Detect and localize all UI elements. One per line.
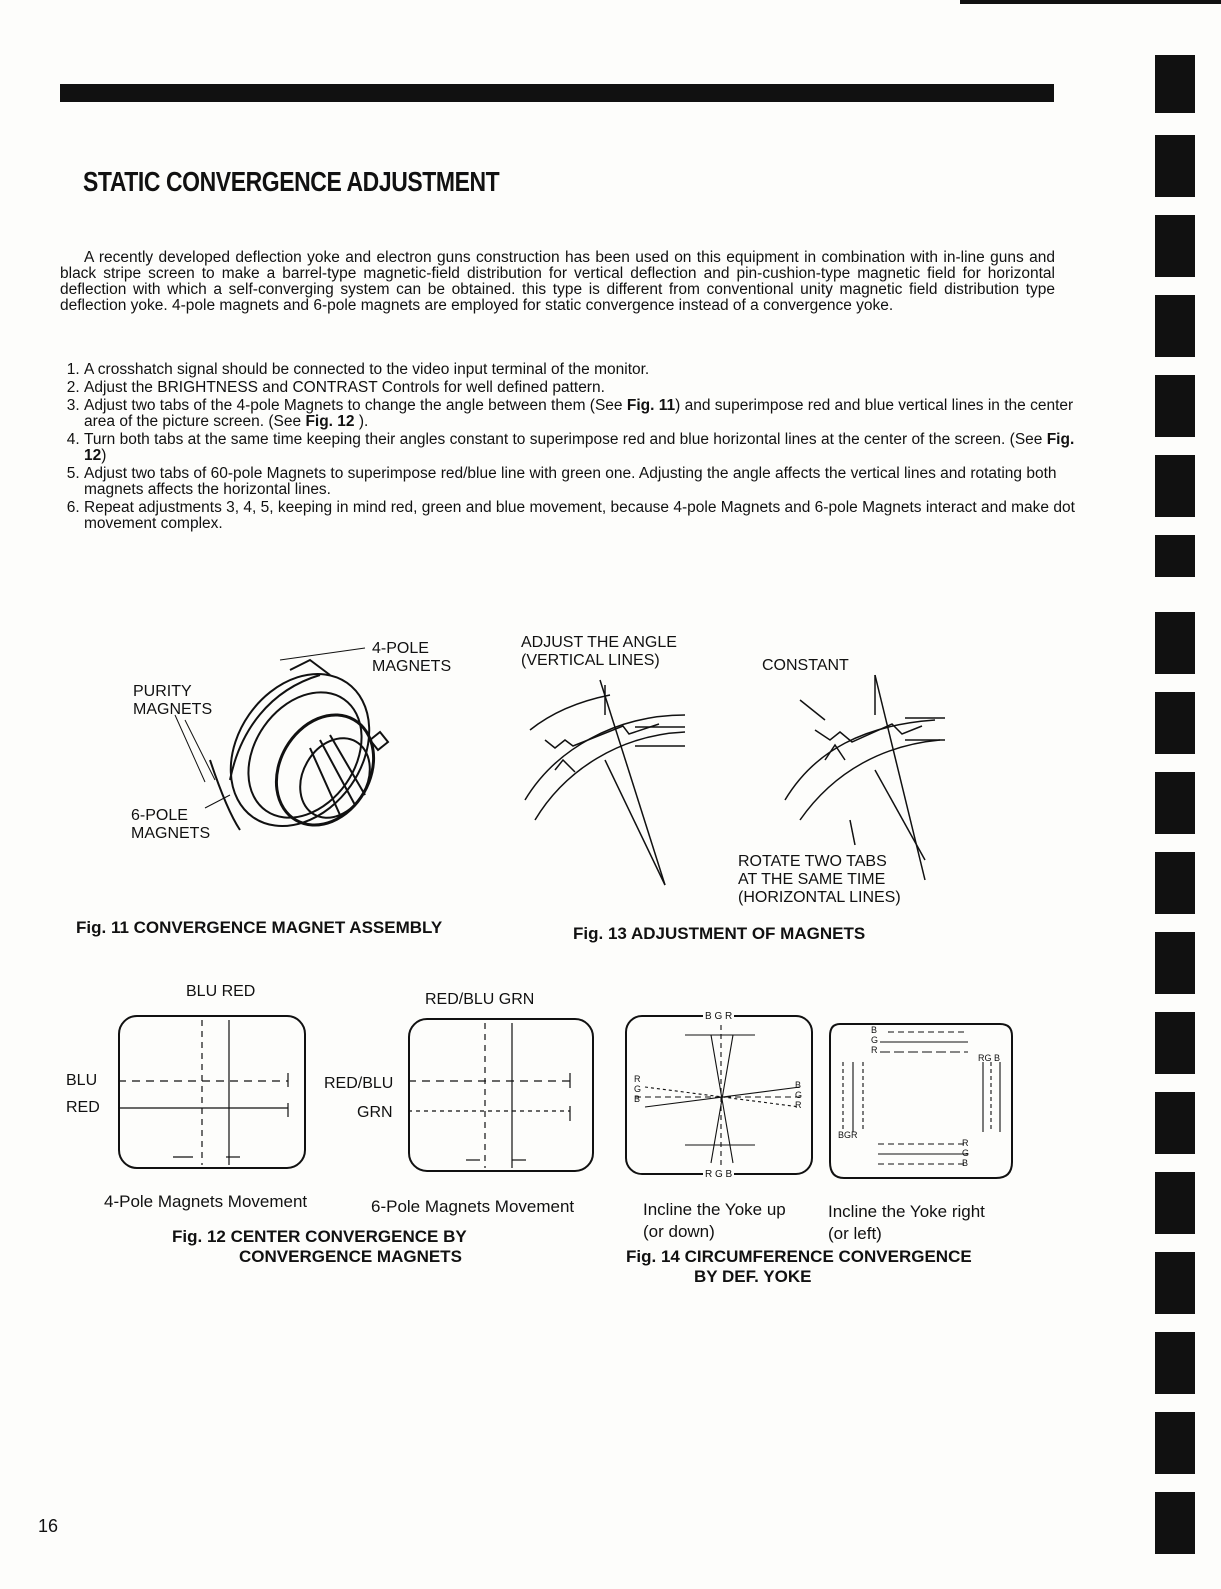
edge-tab xyxy=(1155,612,1195,674)
page-title: STATIC CONVERGENCE ADJUSTMENT xyxy=(83,166,500,197)
edge-tab xyxy=(1155,215,1195,277)
fig14-sub-right: Incline the Yoke right (or left) xyxy=(828,1202,985,1243)
fig-ref: Fig. 12 xyxy=(84,431,1075,464)
steps-list xyxy=(60,362,1079,534)
step-text: Turn both tabs at the same time keeping their angles constant to superimpose red and blue horizontal lines at the center of the screen. (See xyxy=(84,431,1047,448)
fig12-grn-label: GRN xyxy=(357,1104,393,1121)
step-item xyxy=(84,466,1079,498)
fig14-bgr-top: B G R xyxy=(705,1011,733,1022)
edge-tab xyxy=(1155,535,1195,577)
fig14-sub-left: Incline the Yoke up (or down) xyxy=(643,1200,786,1241)
edge-tab xyxy=(1155,295,1195,357)
step-text: Repeat adjustments 3, 4, 5, keeping in mind red, green and blue movement, because 4-pole Magnets and 6-pole Magnets interact and make dot movement complex. xyxy=(84,499,1075,532)
fig13-rotate-label: ROTATE TWO TABS AT THE SAME TIME (HORIZONTAL LINES) xyxy=(738,853,901,906)
edge-tab xyxy=(1155,1172,1195,1234)
fig12-sub-left: 4-Pole Magnets Movement xyxy=(104,1192,308,1211)
fig14-caption: Fig. 14 CIRCUMFERENCE CONVERGENCE BY DEF. YOKE xyxy=(626,1247,972,1286)
fig12-6pole-screen xyxy=(408,1018,596,1173)
edge-tab xyxy=(1155,55,1195,113)
fig14-bgr-top-right: B G R xyxy=(871,1025,879,1055)
fig14-rgb-bottom: R G B xyxy=(705,1169,733,1180)
top-edge-line xyxy=(960,0,1221,4)
edge-tab xyxy=(1155,1332,1195,1394)
step-item xyxy=(84,500,1079,532)
edge-tab xyxy=(1155,1092,1195,1154)
fig12-blu-label: BLU xyxy=(66,1072,98,1089)
fig14-rgb-left: R G B xyxy=(634,1074,642,1104)
step-text: ). xyxy=(354,413,369,430)
page-number: 16 xyxy=(38,1516,59,1536)
fig14-bgr-left: BGR xyxy=(838,1130,858,1140)
step-item xyxy=(84,362,1079,378)
header-rule xyxy=(60,84,1054,102)
edge-tab xyxy=(1155,772,1195,834)
fig12-sub-right: 6-Pole Magnets Movement xyxy=(371,1197,575,1216)
step-text: Adjust two tabs of the 4-pole Magnets to change the angle between them (See xyxy=(84,397,627,414)
fig-ref: Fig. 12 xyxy=(305,413,355,430)
step-item xyxy=(84,380,1079,396)
edge-tab xyxy=(1155,1252,1195,1314)
step-text: Adjust two tabs of 60-pole Magnets to superimpose red/blue line with green one. Adjusting the angle affects the vertical lines and rotating both magnets affects the horizontal lines. xyxy=(84,465,1057,498)
edge-tab xyxy=(1155,1492,1195,1554)
fig12-4pole-screen xyxy=(118,1015,308,1170)
edge-tab xyxy=(1155,1012,1195,1074)
intro-text: A recently developed deflection yoke and electron guns construction has been used on this equipment in combination with in-line guns and black stripe screen to make a barrel-type magnetic-field distribution for vertical deflection and pin-cushion-type magnetic field for horizontal deflection with which a self-converging system can be obtained. this type is different from conventional unity magnetic field distribution type deflection yoke. 4-pole magnets and 6-pole magnets are employed for static convergence instead of a convergence yoke. xyxy=(60,249,1055,314)
fig14-rgb-bottom-right: R G B xyxy=(962,1138,970,1168)
edge-tab xyxy=(1155,135,1195,197)
step-item xyxy=(84,398,1079,430)
fig11-4pole-label: 4-POLE MAGNETS xyxy=(372,640,452,675)
fig12-blu-red-label: BLU RED xyxy=(186,983,256,1000)
fig11-caption: Fig. 11 CONVERGENCE MAGNET ASSEMBLY xyxy=(76,918,443,937)
fig13-constant-label: CONSTANT xyxy=(762,657,849,674)
edge-tab xyxy=(1155,932,1195,994)
edge-tab xyxy=(1155,455,1195,517)
edge-tab xyxy=(1155,692,1195,754)
fig14-incline-right-screen xyxy=(828,1022,1014,1180)
step-text: ) and superimpose red and blue vertical lines in the center area of the picture screen. (See xyxy=(84,397,1074,430)
step-text: A crosshatch signal should be connected to the video input terminal of the monitor. xyxy=(84,361,650,378)
fig11-6pole-label: 6-POLE MAGNETS xyxy=(131,807,211,842)
fig11-purity-label: PURITY MAGNETS xyxy=(133,683,213,718)
fig12-redblu-label: RED/BLU xyxy=(324,1075,394,1092)
step-text: ) xyxy=(101,447,107,464)
fig12-caption: Fig. 12 CENTER CONVERGENCE BY CONVERGENCE MAGNETS xyxy=(172,1227,467,1266)
fig14-bgr-right: B G R xyxy=(795,1080,803,1110)
step-item xyxy=(84,432,1079,464)
intro-paragraph xyxy=(60,250,1055,314)
edge-tab xyxy=(1155,852,1195,914)
fig14-incline-up-screen xyxy=(625,1015,815,1177)
fig13-adjust-label: ADJUST THE ANGLE (VERTICAL LINES) xyxy=(521,634,677,669)
fig14-rgb-right: RG B xyxy=(978,1053,1001,1063)
edge-tab xyxy=(1155,1412,1195,1474)
fig-ref: Fig. 11 xyxy=(626,397,676,414)
step-text: Adjust the BRIGHTNESS and CONTRAST Controls for well defined pattern. xyxy=(84,379,605,396)
edge-tab xyxy=(1155,375,1195,437)
fig13-caption: Fig. 13 ADJUSTMENT OF MAGNETS xyxy=(573,924,866,943)
fig12-red-label: RED xyxy=(66,1099,100,1116)
fig12-redblu-grn-label: RED/BLU GRN xyxy=(425,991,535,1008)
